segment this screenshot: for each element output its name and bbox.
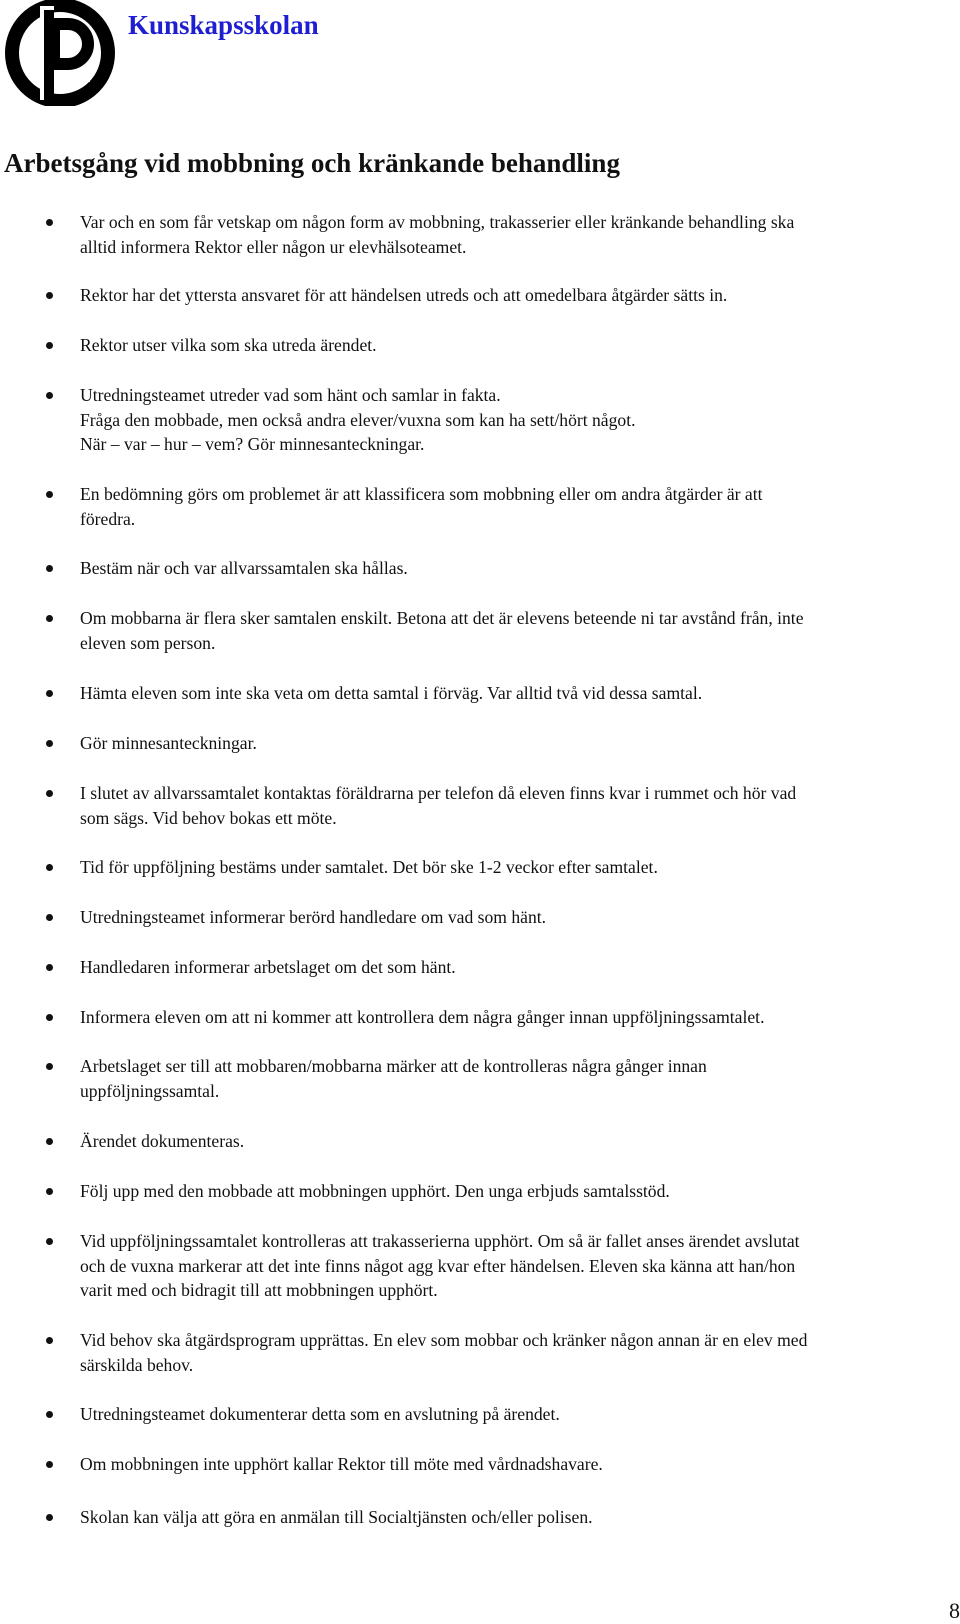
list-item [80,1179,955,1204]
bullet-icon [46,964,53,971]
item-text: Vid behov ska åtgärdsprogram upprättas. En elev som mobbar och kränker någon annan är en elev med [80,1330,808,1350]
item-text: Utredningsteamet informerar berörd handledare om vad som hänt. [80,907,547,927]
item-text: Rektor har det yttersta ansvaret för att händelsen utreds och att omedelbara åtgärder sätts in. [80,285,728,305]
item-text: I slutet av allvarssamtalet kontaktas föräldrarna per telefon då eleven finns kvar i rummet och hör vad [80,783,797,803]
list-item [80,855,955,880]
list-item [80,1005,955,1030]
item-text: alltid informera Rektor eller någon ur elevhälsoteamet. [80,236,467,257]
brand-name: Kunskapsskolan [128,10,319,40]
item-text: En bedömning görs om problemet är att klassificera som mobbning eller om andra åtgärder är att [80,484,763,504]
bullet-icon [46,1514,53,1521]
item-text: Utredningsteamet utreder vad som hänt och samlar in fakta. [80,385,501,405]
page-title: Arbetsgång vid mobbning och kränkande behandling [4,148,620,178]
list-item [80,1229,955,1303]
bullet-icon [46,690,53,697]
list-item [80,606,955,655]
item-text: Informera eleven om att ni kommer att kontrollera dem några gånger innan uppföljningssamtalet. [80,1007,765,1027]
list-item [80,731,955,756]
item-text: eleven som person. [80,632,216,653]
item-text: Om mobbarna är flera sker samtalen enskilt. Betona att det är elevens beteende ni tar avstånd från, inte [80,608,804,628]
list-item [80,1129,955,1154]
bullet-icon [46,1188,53,1195]
page-number: 8 [949,1598,960,1623]
bullet-icon [46,1063,53,1070]
list-item [80,1328,955,1377]
bullet-icon [46,565,53,572]
list-item [80,1402,955,1427]
item-text: varit med och bidragit till att mobbningen upphört. [80,1280,438,1300]
item-text: Följ upp med den mobbade att mobbningen upphört. Den unga erbjuds samtalsstöd. [80,1181,670,1201]
bullet-icon [46,292,53,299]
item-text: Fråga den mobbade, men också andra elever/vuxna som kan ha sett/hört något. [80,409,636,430]
list-item [80,556,955,581]
item-text: Gör minnesanteckningar. [80,733,257,753]
bullet-icon [46,914,53,921]
bullet-icon [46,219,53,226]
list-item [80,955,955,980]
list-item [80,681,955,706]
item-text: Ärendet dokumenteras. [80,1131,245,1151]
item-text: som sägs. Vid behov bokas ett möte. [80,807,337,828]
list-item [80,1505,955,1530]
bullet-icon [46,864,53,871]
bullet-icon [46,392,53,399]
list-item [80,482,955,531]
school-logo [0,0,120,106]
bullet-icon [46,1461,53,1468]
list-item [80,1452,955,1477]
item-text: Handledaren informerar arbetslaget om det som hänt. [80,957,456,977]
item-text: Arbetslaget ser till att mobbaren/mobbarna märker att de kontrolleras några gånger innan [80,1056,707,1076]
item-text: Hämta eleven som inte ska veta om detta samtal i förväg. Var alltid två vid dessa samtal. [80,683,703,703]
bullet-icon [46,1014,53,1021]
item-text: Tid för uppföljning bestäms under samtalet. Det bör ske 1-2 veckor efter samtalet. [80,857,658,877]
list-item [80,781,955,830]
bullet-icon [46,491,53,498]
school-logo-icon [0,0,120,106]
item-text: föredra. [80,508,136,529]
item-text: När – var – hur – vem? Gör minnesanteckningar. [80,434,425,454]
list-item [80,283,955,308]
bullet-icon [46,342,53,349]
item-text: Rektor utser vilka som ska utreda ärendet. [80,335,377,355]
item-text: Var och en som får vetskap om någon form av mobbning, trakasserier eller kränkande behandling ska [80,212,795,232]
bullet-icon [46,790,53,797]
list-item [80,333,955,358]
bullet-icon [46,1337,53,1344]
item-text: Skolan kan välja att göra en anmälan till Socialtjänsten och/eller polisen. [80,1507,593,1527]
list-item [80,1054,955,1103]
bullet-icon [46,1238,53,1245]
item-text: Om mobbningen inte upphört kallar Rektor till möte med vårdnadshavare. [80,1454,603,1474]
list-item [80,383,955,457]
item-text: Vid uppföljningssamtalet kontrolleras att trakasserierna upphört. Om så är fallet anses ärendet avslutat [80,1231,800,1251]
bullet-icon [46,1138,53,1145]
item-text: särskilda behov. [80,1354,194,1375]
list-item [80,905,955,930]
item-text: Utredningsteamet dokumenterar detta som en avslutning på ärendet. [80,1404,560,1424]
bullet-icon [46,615,53,622]
item-text: och de vuxna markerar att det inte finns något agg kvar efter händelsen. Eleven ska känna att han/hon [80,1255,796,1276]
bullet-icon [46,740,53,747]
item-text: Bestäm när och var allvarssamtalen ska hållas. [80,558,408,578]
list-item [80,210,955,259]
item-text: uppföljningssamtal. [80,1080,220,1101]
bullet-icon [46,1411,53,1418]
